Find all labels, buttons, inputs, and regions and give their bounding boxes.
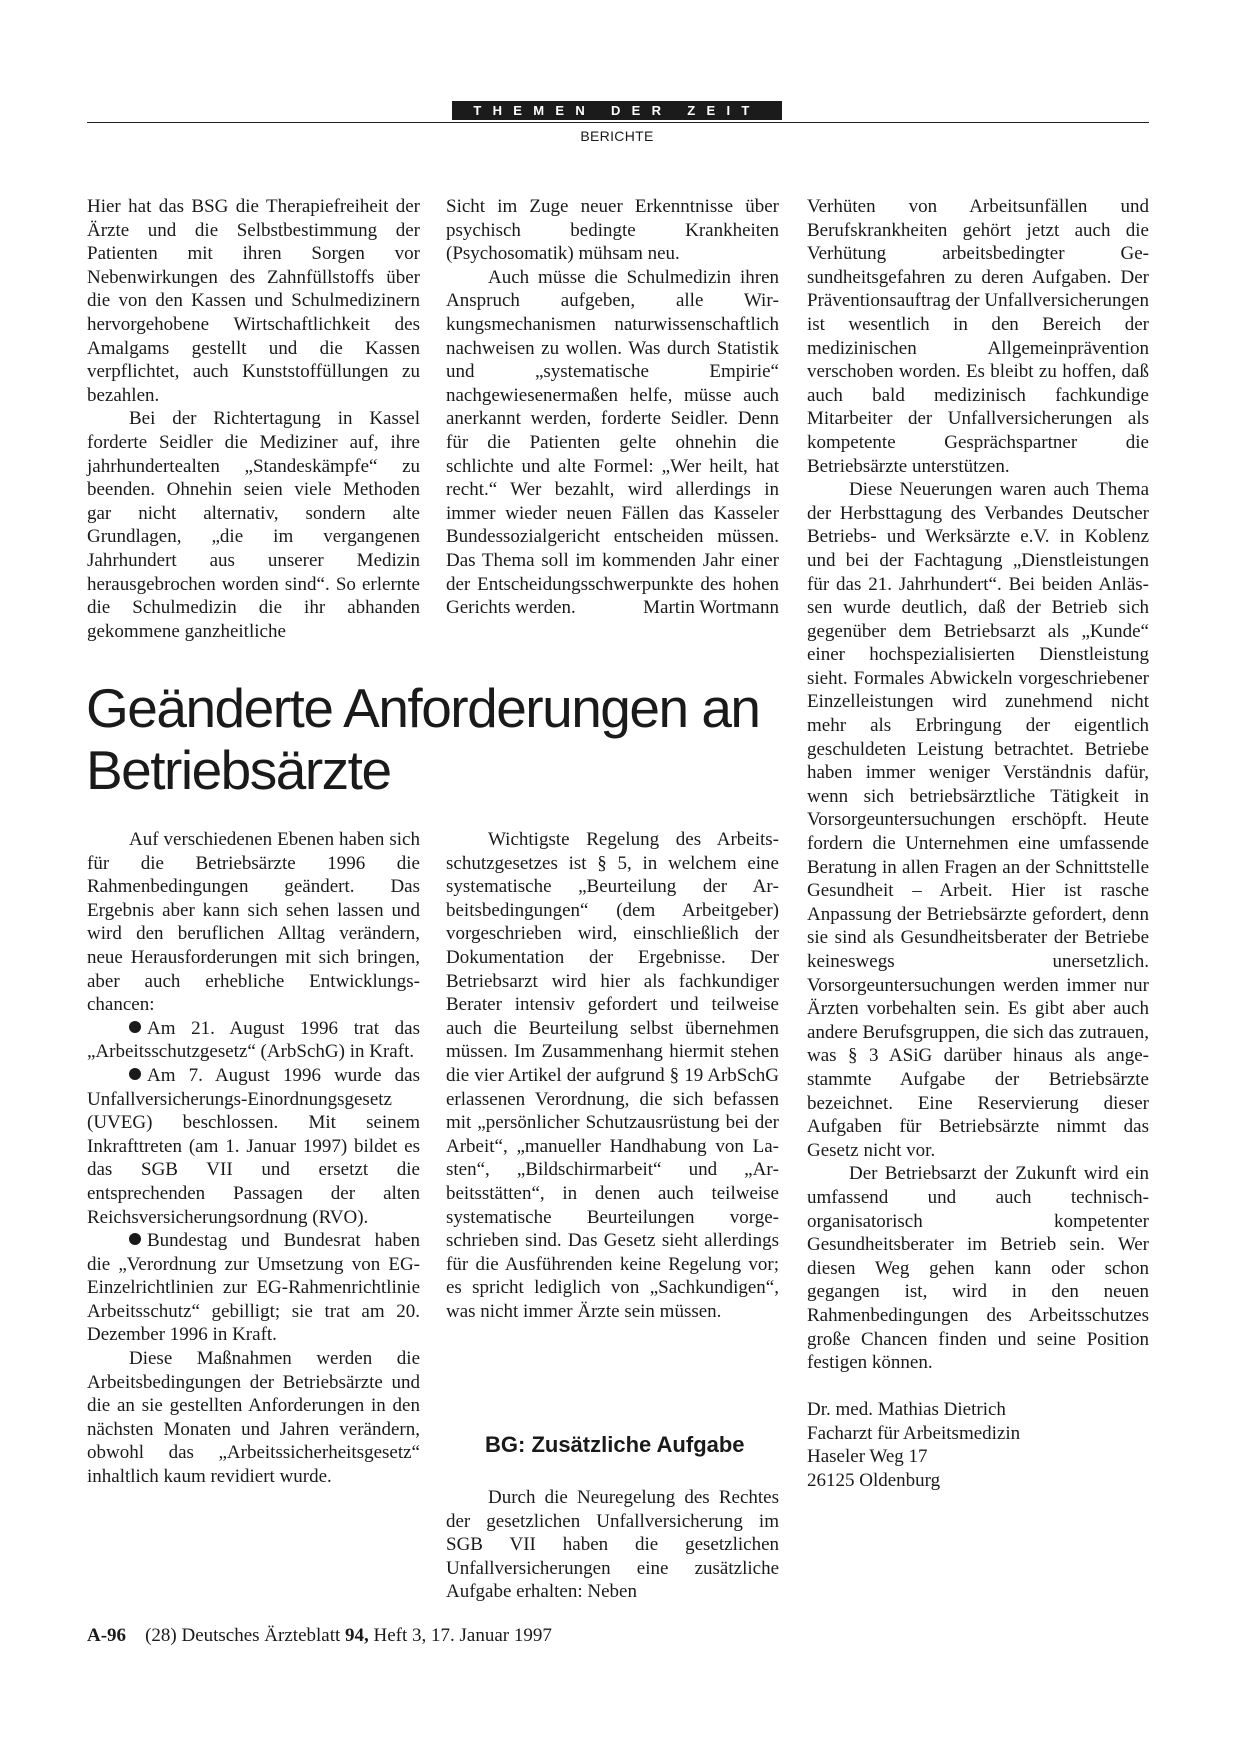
article-col2-continued xyxy=(446,1486,779,1604)
bullet-item: Am 21. August 1996 trat das „Arbeitsschutzgesetz“ (ArbSchG) in Kraft. xyxy=(87,1017,420,1063)
bullet-icon xyxy=(129,1068,141,1080)
section-category: BERICHTE xyxy=(580,128,654,144)
paragraph: Verhüten von Arbeitsunfällen und Berufskrankheiten gehört jetzt auch die Verhütung arbeitsbedingter Gesundheitsgefahren zu deren Aufgaben. Der Präventionsauftrag der Unfallversicherungen ist wesentlich in den Bereich der medizinischen Allgemeinprävention verschoben worden. Es bleibt zu hoffen, daß auch bald medizinisch fachkundige Mitarbeiter der Unfallversicherungen als kompetente Gesprächspartner die Betriebsärzte unterstützen. xyxy=(807,196,1149,477)
article-col1 xyxy=(87,828,420,1489)
paragraph: Hier hat das BSG die Therapiefreiheit der Ärzte und die Selbstbestimmung der Patienten mit ihren Sorgen vor Nebenwirkungen des Zahnfüllstoffs über die von den Kassen und Schulmedizinern hervorgehobene Wirtschaftlichkeit des Amalgams gestellt und die Kassen verpflichtet, auch Kunststoffüllungen zu bezahlen. xyxy=(87,196,420,406)
bullet-item: Am 7. August 1996 wurde das Unfallversicherungs-Einordnungsgesetz (UVEG) beschlossen. Mit seinem Inkrafttreten (am 1. Januar 1997) bildet es das SGB VII und ersetzt die entsprechenden Passagen der alten Reichsversicherungsordnung (RVO). xyxy=(87,1064,420,1228)
article-title: Geänderte Anforderungen an Betriebsärzte xyxy=(86,677,760,801)
paragraph: Auch müsse die Schulmedizin ihren Anspruch aufgeben, alle Wirkungsmechanismen naturwissenschaftlich nachweisen zu wollen. Was durch Statistik und „systematische Empirie“ nachgewiesenermaßen helfe, müsse auch anerkannt werden, forderte Seidler. Denn für die Patienten gelte ohnehin die schlichte und alte Formel: „Wer heilt, hat recht.“ Wer bezahlt, wird allerdings in immer wieder neuen Fällen das Kasseler Bundessozialgericht entscheiden müssen. Das Thema soll im kommenden Jahr einer der Entscheidungsschwerpunkte des hohen Gerichts werden. xyxy=(446,266,779,619)
paragraph: Durch die Neuregelung des Rechtes der gesetzlichen Unfallversicherung im SGB VII haben die gesetzlichen Unfallversicherungen eine zusätzliche Aufgabe erhalten: Neben xyxy=(446,1487,779,1603)
article-col2 xyxy=(446,828,779,1323)
paragraph: Diese Maßnahmen werden die Arbeitsbedingungen der Betriebsärzte und die an sie gestellten Anforderungen in den nächsten Monaten und Jahren verändern, obwohl das „Arbeitssicherheitsgesetz“ inhaltlich kaum revidiert wurde. xyxy=(87,1348,420,1488)
bullet-icon xyxy=(129,1233,141,1245)
paragraph: Bei der Richtertagung in Kassel forderte Seidler die Mediziner auf, ihre jahrhundertealten „Standeskämpfe“ zu beenden. Ohnehin seien viele Methoden gar nicht alternativ, sondern alte Grundlagen, „die im vergangenen Jahrhundert aus unserer Medizin herausgebrochen worden sind“. So erlernte die Schulmedizin die ihr abhanden gekommene ganzheitliche xyxy=(87,408,420,642)
paragraph: Sicht im Zuge neuer Erkenntnisse über psychisch bedingte Krankheiten (Psychosomatik) mühsam neu. xyxy=(446,196,779,265)
page-number: A-96 xyxy=(87,1625,127,1646)
prev-article-col1 xyxy=(87,195,420,643)
bullet-icon xyxy=(129,1021,141,1033)
paragraph: Auf verschiedenen Ebenen haben sich für die Betriebsärzte 1996 die Rahmenbedingungen geändert. Das Ergebnis aber kann sich sehen lassen und wird den beruflichen Alltag verändern, neue Herausforderungen mit sich bringen, aber auch erhebliche Entwicklungschancen: xyxy=(87,829,420,1016)
signature-line: 26125 Oldenburg xyxy=(807,1470,941,1492)
prev-article-col2 xyxy=(446,195,779,620)
signature-line: Haseler Weg 17 xyxy=(807,1446,928,1468)
paragraph: Wichtigste Regelung des Arbeitsschutzgesetzes ist § 5, in welchem eine systematische „Beurteilung der Arbeitsbedingungen“ (dem Arbeitgeber) vorgeschrieben wird, einschließlich der Dokumentation der Ergebnisse. Der Betriebsarzt wird hier als fachkundiger Berater intensiv gefordert und teilweise auch die Beurteilung selbst übernehmen müssen. Im Zusammenhang hiermit stehen die vier Artikel der aufgrund § 19 ArbSchG erlassenen Verordnung, die sich befassen mit „persönlicher Schutzausrüstung bei der Arbeit“, „manueller Handhabung von Lasten“, „Bildschirmarbeit“ und „Arbeitsstätten“, in denen auch teilweise systematische Beurteilungen vorgeschrieben sind. Das Gesetz sieht allerdings für die Ausführenden keine Regelung vor; es spricht lediglich von „Sachkundigen“, was nicht immer Ärzte sein müssen. xyxy=(446,829,779,1322)
signature-line: Facharzt für Arbeitsmedizin xyxy=(807,1422,1021,1444)
subheading: BG: Zusätzliche Aufgabe xyxy=(485,1432,745,1457)
spacer xyxy=(807,1375,1149,1399)
header-rule xyxy=(87,122,1149,123)
paragraph: Der Betriebsarzt der Zukunft wird ein umfassend und auch technisch-organisatorisch kompetenter Gesundheitsberater im Betrieb sein. Wer diesen Weg gehen kann oder schon gegangen ist, wird in den neuen Rahmenbedingungen des Arbeitsschutzes große Chancen finden und seine Position festigen können. xyxy=(807,1163,1149,1374)
page-footer xyxy=(87,1625,552,1647)
signature-line: Dr. med. Mathias Dietrich xyxy=(807,1399,1006,1421)
article-col3 xyxy=(807,195,1149,1493)
bullet-item: Bundestag und Bundesrat haben die „Verordnung zur Umsetzung von EG-Einzelrichtlinien zur EG-Rahmenrichtlinie Arbeitsschutz“ gebilligt; sie trat am 20. Dezember 1996 in Kraft. xyxy=(87,1230,420,1346)
journal-citation: (28) Deutsches Ärzteblatt xyxy=(145,1625,341,1646)
issue-info: Heft 3, 17. Januar 1997 xyxy=(373,1625,552,1646)
author-name: Martin Wortmann xyxy=(643,597,779,619)
paragraph: Diese Neuerungen waren auch Thema der Herbsttagung des Verbandes Deutscher Betriebs- und Werksärzte e.V. in Koblenz und bei der Fachtagung „Dienstleistungen für das 21. Jahrhundert“. Bei beiden Anlässen wurde deutlich, daß der Betrieb sich gegenüber dem Betriebsarzt als „Kunde“ einer hochspezialisierten Dienstleistung sieht. Formales Abwickeln vorgeschriebener Einzelleistungen wird zunehmend nicht mehr als Erbringung der eigentlich geschuldeten Leistung betrachtet. Betriebe haben immer weniger Verständnis dafür, wenn sich betriebsärztliche Tätigkeit in Vorsorgeuntersuchungen erschöpft. Heute fordern die Unternehmen eine umfassende Beratung in allen Fragen an der Schnittstelle Gesundheit – Arbeit. Hier ist rasche Anpassung der Betriebsärzte gefordert, denn sie sind als Gesundheitsberater der Betriebe keineswegs unersetzlich. Vorsorgeuntersuchungen werden immer nur Ärzten vorbehalten sein. Es gibt aber auch andere Berufsgruppen, die sich das zutrauen, was § 3 ASiG darüber hinaus als angestammte Aufgabe der Betriebsärzte bezeichnet. Eine Reservierung dieser Aufgaben für Betriebsärzte nimmt das Gesetz nicht vor. xyxy=(807,479,1149,1161)
volume-number: 94, xyxy=(345,1625,369,1646)
section-header: THEMEN DER ZEIT xyxy=(452,101,782,120)
